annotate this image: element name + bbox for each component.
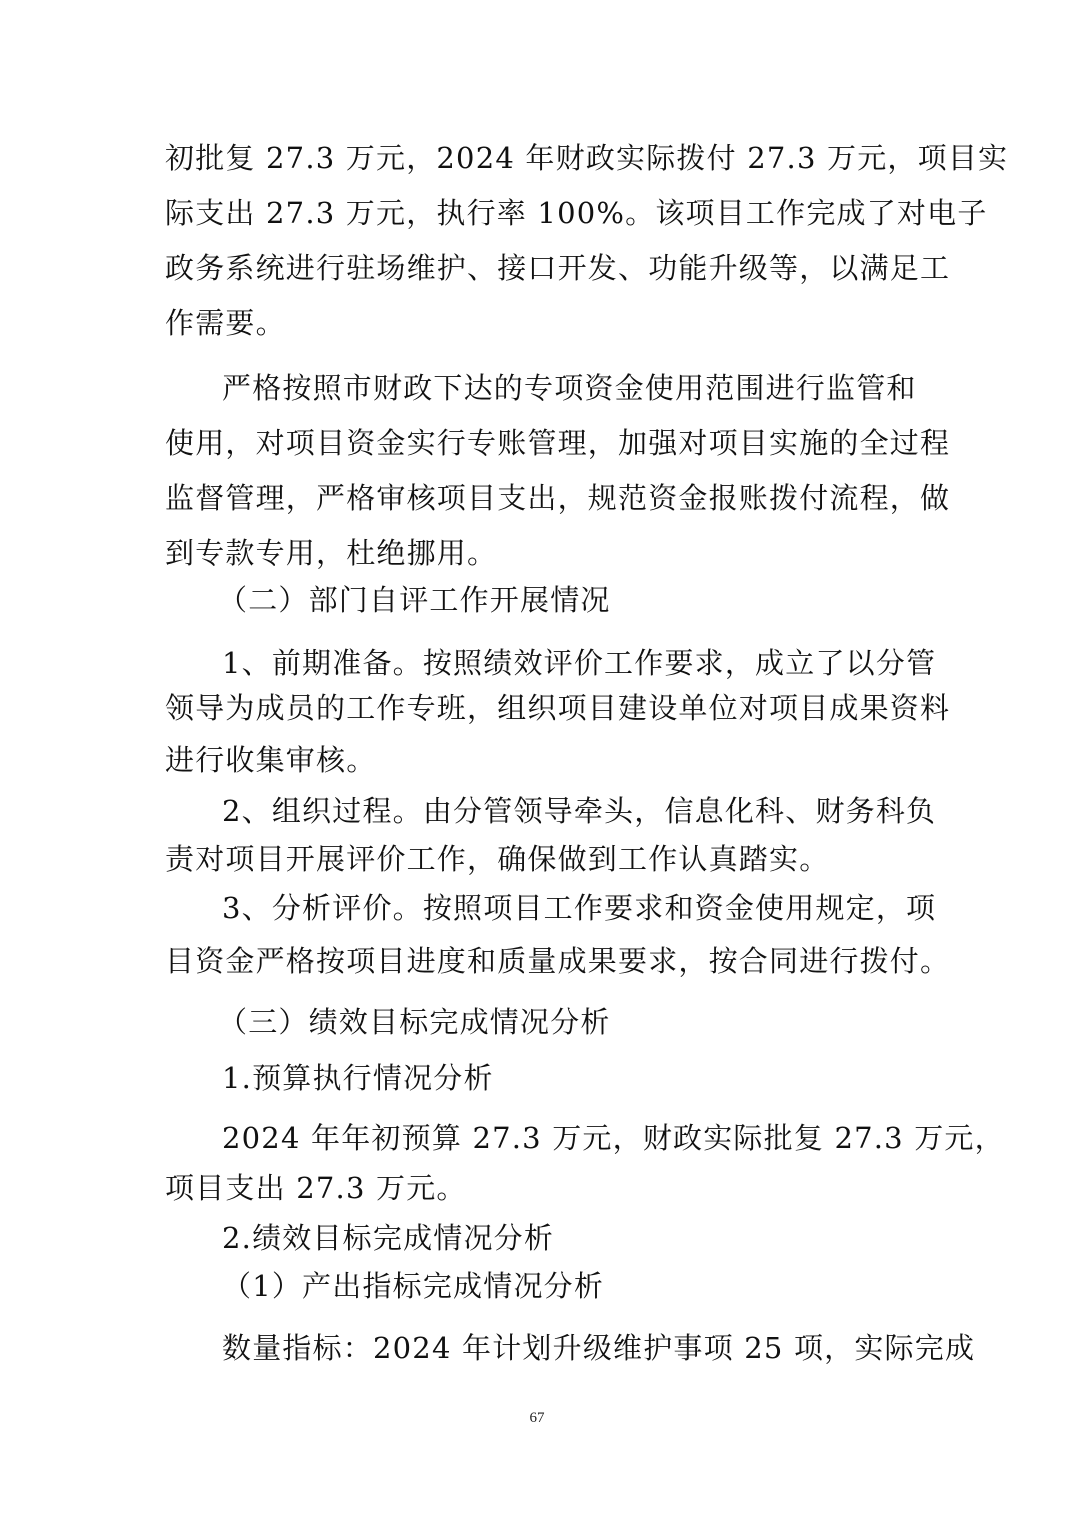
subheading-output: （1）产出指标完成情况分析: [222, 1269, 605, 1303]
body-line-16: 目资金严格按项目进度和质量成果要求，按合同进行拨付。: [165, 944, 951, 978]
body-line-11: 领导为成员的工作专班，组织项目建设单位对项目成果资料: [165, 691, 951, 725]
body-line-3: 政务系统进行驻场维护、接口开发、功能升级等，以满足工: [165, 251, 951, 285]
body-line-5: 严格按照市财政下达的专项资金使用范围进行监管和: [222, 371, 917, 405]
body-line-4: 作需要。: [165, 306, 286, 340]
body-line-6: 使用，对项目资金实行专账管理，加强对项目实施的全过程: [165, 426, 951, 460]
body-line-23: 数量指标：2024 年计划升级维护事项 25 项，实际完成: [222, 1331, 976, 1365]
section-heading-2: （二）部门自评工作开展情况: [218, 583, 611, 617]
body-line-19: 2024 年年初预算 27.3 万元，财政实际批复 27.3 万元，: [222, 1121, 1005, 1155]
body-line-20: 项目支出 27.3 万元。: [165, 1171, 467, 1205]
body-line-10: 1、前期准备。按照绩效评价工作要求，成立了以分管: [222, 646, 937, 680]
body-line-13: 2、组织过程。由分管领导牵头，信息化科、财务科负: [222, 794, 937, 828]
subheading-budget: 1.预算执行情况分析: [222, 1061, 494, 1095]
body-line-7: 监督管理，严格审核项目支出，规范资金报账拨付流程，做: [165, 481, 951, 515]
page-number: 67: [529, 1410, 545, 1426]
body-line-14: 责对项目开展评价工作，确保做到工作认真踏实。: [165, 842, 830, 876]
body-line-12: 进行收集审核。: [165, 743, 377, 777]
subheading-performance: 2.绩效目标完成情况分析: [222, 1221, 555, 1255]
body-line-1: 初批复 27.3 万元，2024 年财政实际拨付 27.3 万元，项目实: [165, 141, 1009, 175]
body-line-8: 到专款专用，杜绝挪用。: [165, 536, 498, 570]
body-line-2: 际支出 27.3 万元，执行率 100%。该项目工作完成了对电子: [165, 196, 988, 230]
section-heading-3: （三）绩效目标完成情况分析: [218, 1005, 611, 1039]
body-line-15: 3、分析评价。按照项目工作要求和资金使用规定，项: [222, 891, 937, 925]
